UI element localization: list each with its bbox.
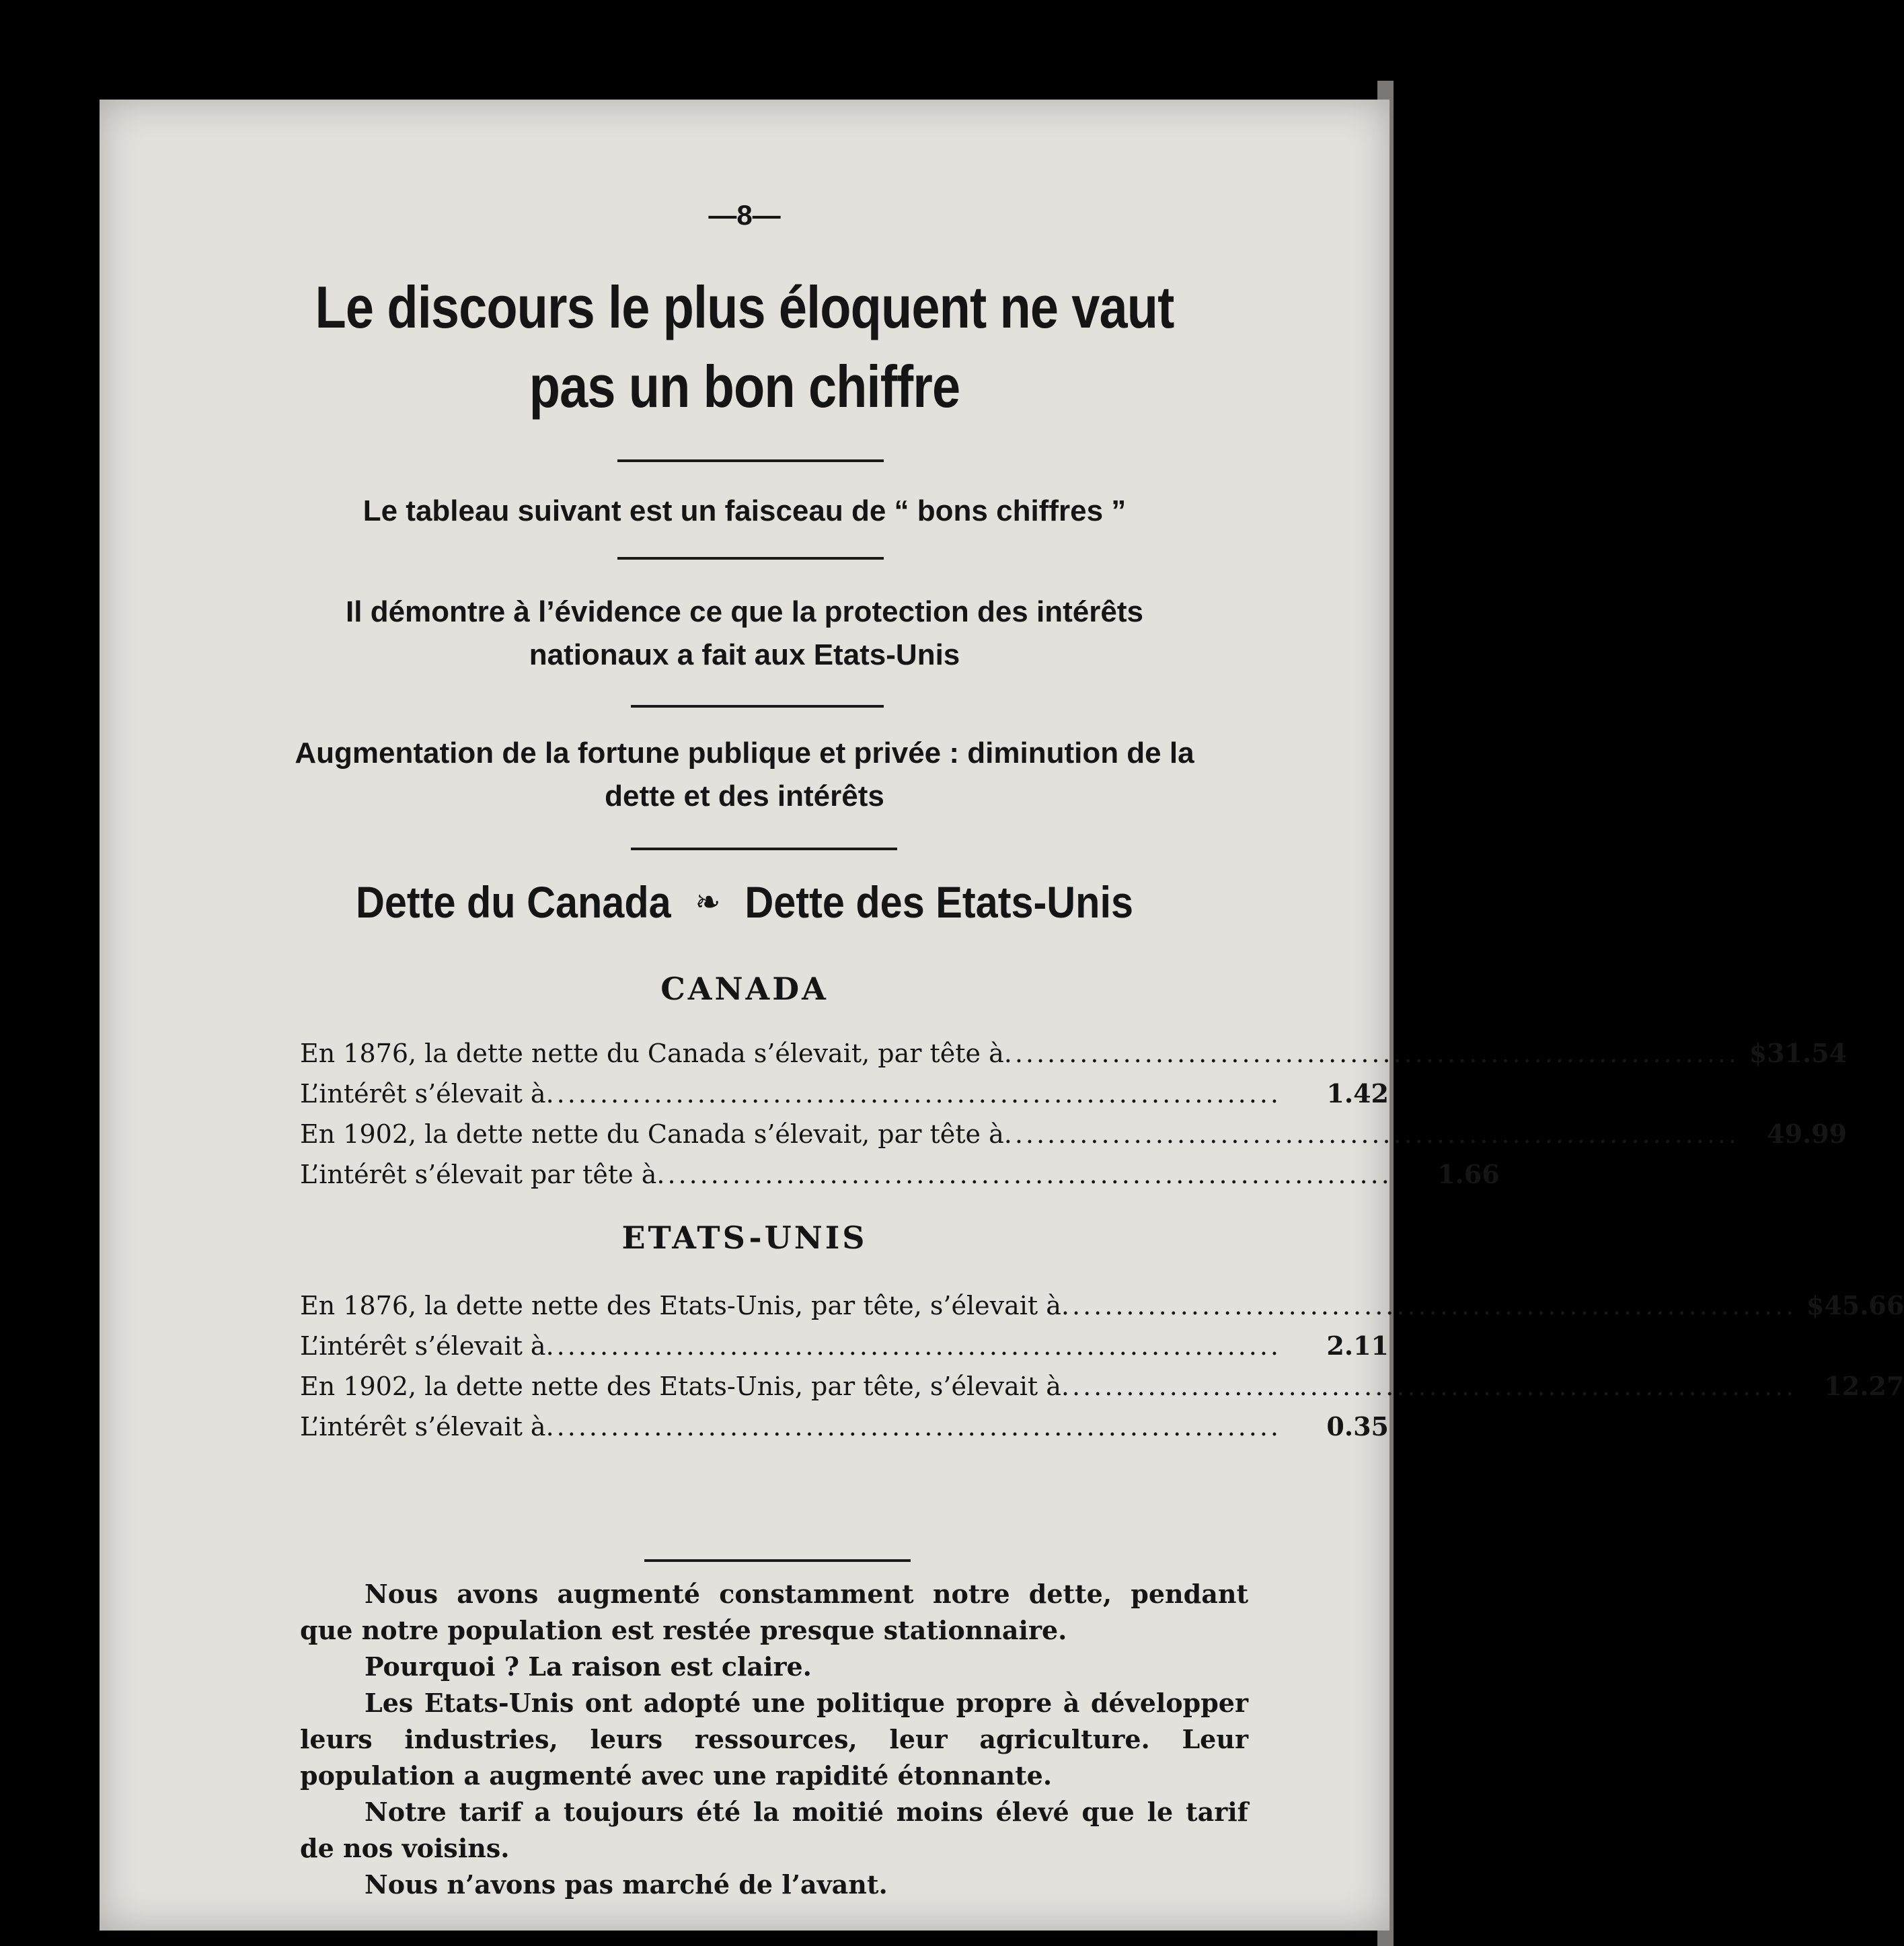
leader-dots: .................................................................... bbox=[1061, 1372, 1797, 1401]
section-header bbox=[225, 876, 1264, 928]
table-row bbox=[300, 1411, 1389, 1452]
paragraph: Pourquoi ? La raison est claire. bbox=[365, 1651, 812, 1682]
fleuron-icon: ❧ bbox=[695, 883, 721, 922]
page-number: —8— bbox=[708, 199, 781, 231]
table-row bbox=[300, 1119, 1848, 1159]
row-value: 12.27 bbox=[1824, 1371, 1904, 1401]
table-row bbox=[300, 1078, 1389, 1119]
row-value: $31.54 bbox=[1749, 1038, 1848, 1068]
paragraph: Nous n’avons pas marché de l’avant. bbox=[365, 1869, 888, 1900]
etats-unis-debt-table bbox=[300, 1290, 1904, 1452]
table-row bbox=[300, 1038, 1848, 1078]
table-row bbox=[300, 1159, 1500, 1199]
row-value: 49.99 bbox=[1767, 1119, 1848, 1149]
row-value: $45.66 bbox=[1806, 1290, 1904, 1320]
page-title: Le discours le plus éloquent ne vaut pas un bon chiffre bbox=[315, 274, 1174, 420]
header-dette-canada: Dette du Canada bbox=[355, 877, 671, 927]
leader-dots: .................................................................... bbox=[1061, 1291, 1797, 1320]
canada-debt-table bbox=[300, 1038, 1848, 1199]
canada-heading: CANADA bbox=[660, 971, 829, 1007]
table-row bbox=[300, 1290, 1904, 1331]
etats-unis-heading: ETATS-UNIS bbox=[621, 1220, 868, 1256]
divider-rule bbox=[631, 705, 884, 708]
leader-dots: .................................................................... bbox=[1003, 1119, 1740, 1149]
divider-rule bbox=[617, 557, 884, 560]
row-label: L’intérêt s’élevait à bbox=[300, 1331, 546, 1361]
row-value: 1.66 bbox=[1437, 1159, 1500, 1189]
header-dette-etats-unis: Dette des Etats-Unis bbox=[745, 877, 1134, 927]
row-label: L’intérêt s’élevait à bbox=[300, 1079, 546, 1109]
divider-rule bbox=[644, 1559, 911, 1562]
subtitle-protection: Il démontre à l’évidence ce que la protection des intérêts nationaux a fait aux Etats-Unis bbox=[346, 595, 1143, 671]
paragraph: Nous avons augmenté constamment notre dette, pendant que notre population est restée presque stationnaire. bbox=[300, 1579, 1248, 1645]
row-value: 0.35 bbox=[1326, 1411, 1389, 1442]
leader-dots: .................................................................... bbox=[545, 1079, 1281, 1109]
row-label: En 1902, la dette nette des Etats-Unis, par tête, s’élevait à bbox=[300, 1372, 1061, 1401]
body-text bbox=[300, 1576, 1248, 1903]
table-row bbox=[300, 1331, 1389, 1371]
leader-dots: .................................................................... bbox=[545, 1331, 1281, 1361]
row-label: L’intérêt s’élevait par tête à bbox=[300, 1160, 657, 1189]
row-label: En 1876, la dette nette des Etats-Unis, par tête, s’élevait à bbox=[300, 1291, 1061, 1320]
table-row bbox=[300, 1371, 1904, 1411]
row-value: 1.42 bbox=[1326, 1078, 1389, 1109]
row-value: 2.11 bbox=[1326, 1331, 1389, 1361]
paragraph: Notre tarif a toujours été la moitié moins élevé que le tarif de nos voisins. bbox=[300, 1797, 1248, 1863]
paragraph: Les Etats-Unis ont adopté une politique propre à développer leurs industries, leurs ressources, leur agriculture. Leur population a augmenté avec une rapidité étonnante. bbox=[300, 1688, 1248, 1791]
leader-dots: .................................................................... bbox=[1003, 1039, 1740, 1068]
leader-dots: .................................................................... bbox=[545, 1412, 1281, 1442]
subtitle-bons-chiffres: Le tableau suivant est un faisceau de “ bons chiffres ” bbox=[363, 494, 1127, 527]
divider-rule bbox=[617, 459, 884, 462]
subtitle-augmentation: Augmentation de la fortune publique et privée : diminution de la dette et des intérêts bbox=[295, 737, 1194, 813]
leader-dots: .................................................................... bbox=[656, 1160, 1392, 1189]
row-label: L’intérêt s’élevait à bbox=[300, 1412, 546, 1442]
divider-rule bbox=[631, 848, 897, 850]
document-page bbox=[100, 100, 1904, 1931]
row-label: En 1902, la dette nette du Canada s’élevait, par tête à bbox=[300, 1119, 1004, 1149]
row-label: En 1876, la dette nette du Canada s’élevait, par tête à bbox=[300, 1039, 1004, 1068]
